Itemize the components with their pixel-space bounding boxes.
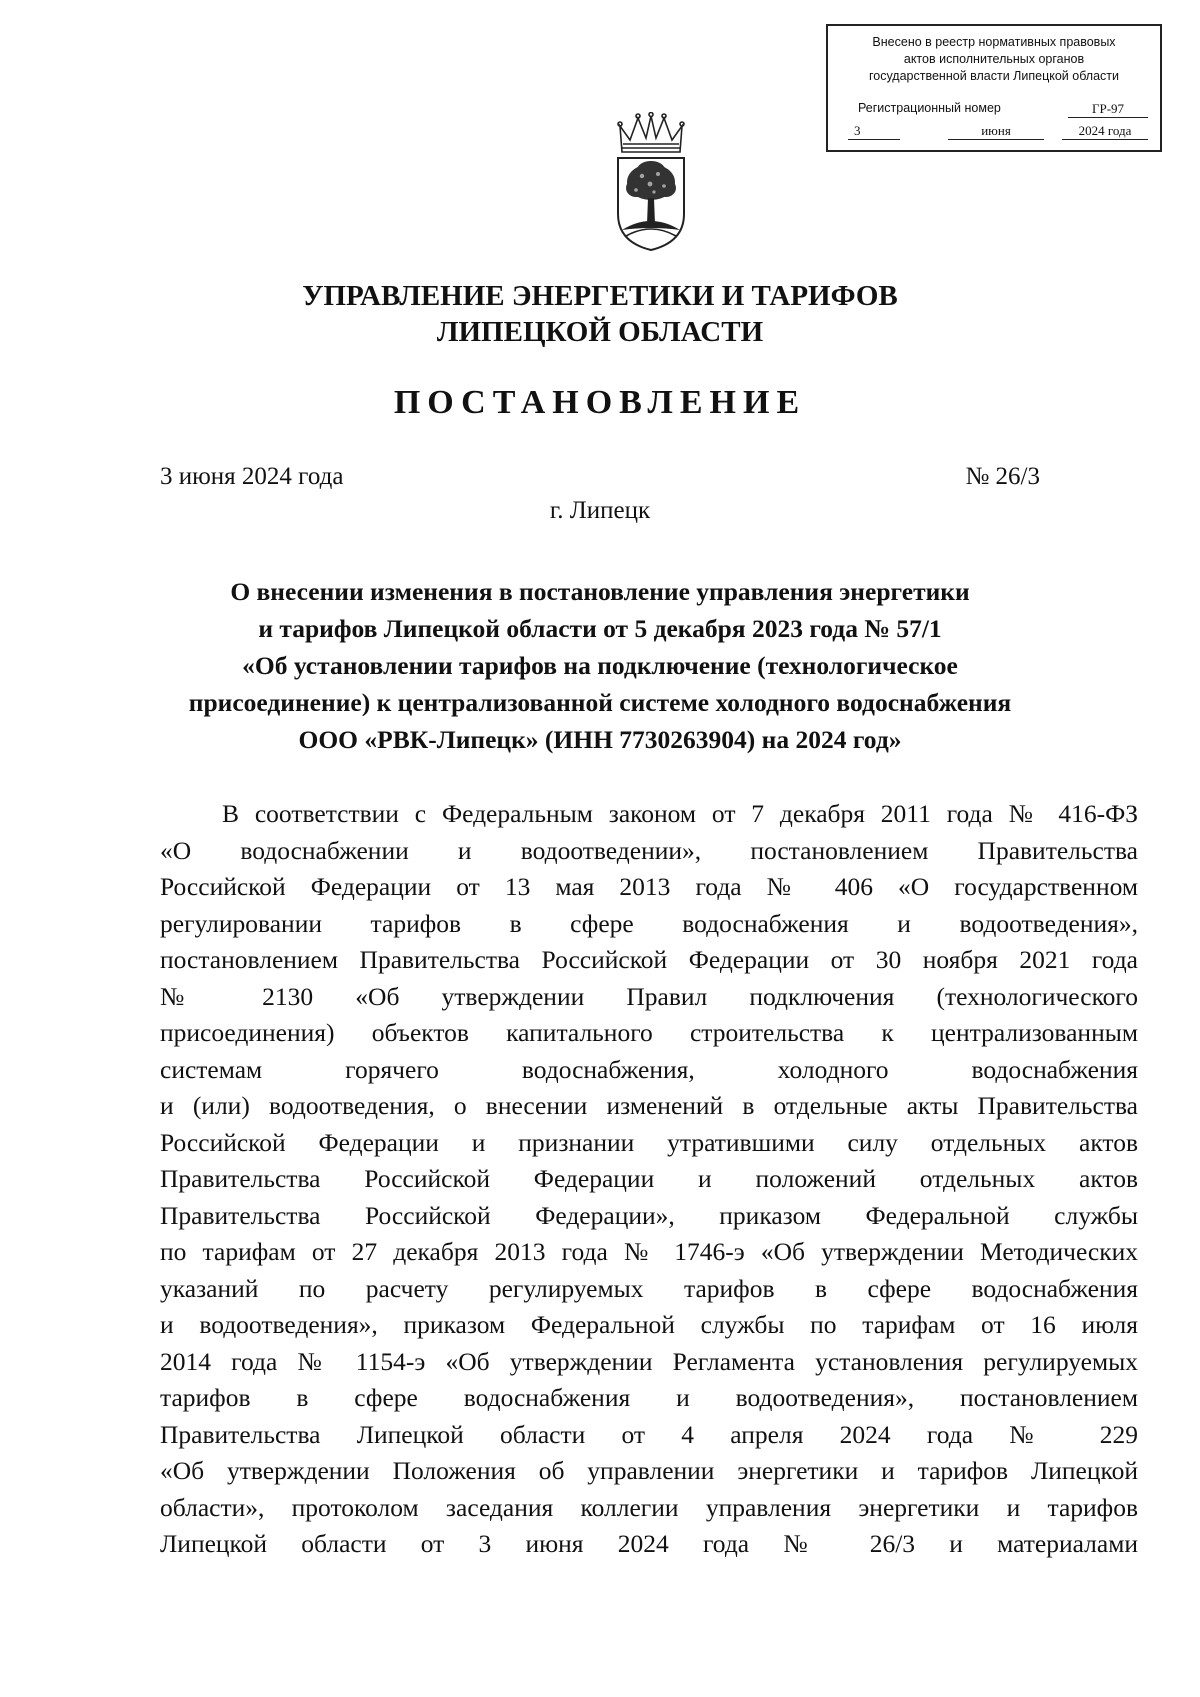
body-line: Правительства Российской Федерации», приказом Федеральной службы [160, 1200, 1138, 1230]
document-type: ПОСТАНОВЛЕНИЕ [393, 384, 807, 421]
body-line: «Об утверждении Положения об управлении энергетики и тарифов Липецкой [160, 1456, 1138, 1485]
title-line: присоединение) к централизованной системе холодного водоснабжения [188, 688, 1012, 717]
body-line: и (или) водоотведения, о внесении изменений в отдельные акты Правительства [160, 1091, 1138, 1120]
registry-stamp [826, 24, 1162, 152]
title-line: и тарифов Липецкой области от 5 декабря 2023 года № 57/1 [258, 614, 942, 643]
body-line: системам горячего водоснабжения, холодного водоснабжения [160, 1054, 1138, 1084]
stamp-line: актов исполнительных органов [903, 52, 1085, 66]
body-line: Правительства Российской Федерации и положений отдельных актов [160, 1164, 1138, 1193]
stamp-line: государственной власти Липецкой области [868, 69, 1120, 83]
stamp-reg-number: ГР-97 [1068, 100, 1148, 118]
body-line: Российской Федерации и признании утратившими силу отдельных актов [160, 1127, 1138, 1157]
body-line: постановлением Правительства Российской Федерации от 30 ноября 2021 года [160, 945, 1138, 974]
stamp-date-row [848, 122, 1148, 144]
body-line: В соответствии с Федеральным законом от 7 декабря 2011 года № 416-ФЗ [222, 799, 1138, 828]
body-line: указаний по расчету регулируемых тарифов в сфере водоснабжения [160, 1273, 1138, 1303]
coat-of-arms-icon [612, 112, 690, 252]
stamp-line: Внесено в реестр нормативных правовых [872, 35, 1116, 49]
document-city: г. Липецк [549, 497, 651, 524]
body-line: и водоотведения», приказом Федеральной службы по тарифам от 16 июля [160, 1310, 1138, 1339]
stamp-year: 2024 года [1062, 122, 1148, 140]
stamp-month: июня [948, 122, 1044, 140]
stamp-day: 3 [848, 122, 900, 140]
document-date: 3 июня 2024 года [160, 463, 344, 490]
document-number: № 26/3 [965, 463, 1040, 490]
body-line: регулировании тарифов в сфере водоснабжения и водоотведения», [160, 908, 1138, 938]
body-line: Правительства Липецкой области от 4 апреля 2024 года № 229 [160, 1419, 1138, 1449]
body-line: «О водоснабжении и водоотведении», постановлением Правительства [160, 835, 1138, 865]
body-line: тарифов в сфере водоснабжения и водоотведения», постановлением [160, 1383, 1138, 1412]
body-line: 2014 года № 1154-э «Об утверждении Регламента установления регулируемых [160, 1346, 1138, 1376]
stamp-reg-label: Регистрационный номер [858, 101, 1001, 115]
body-line: № 2130 «Об утверждении Правил подключения (технологического [160, 981, 1138, 1011]
document-body [160, 796, 1138, 1563]
body-line: Липецкой области от 3 июня 2024 года № 26/3 и материалами [160, 1529, 1138, 1558]
body-line: по тарифам от 27 декабря 2013 года № 1746-э «Об утверждении Методических [160, 1237, 1138, 1266]
title-line: «Об установлении тарифов на подключение (технологическое [242, 651, 958, 680]
body-line: Российской Федерации от 13 мая 2013 года № 406 «О государственном [160, 872, 1138, 901]
agency-name [0, 278, 1200, 350]
body-line: области», протоколом заседания коллегии управления энергетики и тарифов [160, 1492, 1138, 1522]
agency-name-line: УПРАВЛЕНИЕ ЭНЕРГЕТИКИ И ТАРИФОВ [302, 280, 898, 312]
stamp-registration-row [858, 100, 1148, 120]
body-line: присоединения) объектов капитального строительства к централизованным [160, 1018, 1138, 1047]
document-title [150, 573, 1050, 758]
agency-name-line: ЛИПЕЦКОЙ ОБЛАСТИ [436, 316, 764, 348]
title-line: ООО «РВК-Липецк» (ИНН 7730263904) на 2024 год» [298, 725, 902, 754]
title-line: О внесении изменения в постановление управления энергетики [230, 577, 970, 606]
